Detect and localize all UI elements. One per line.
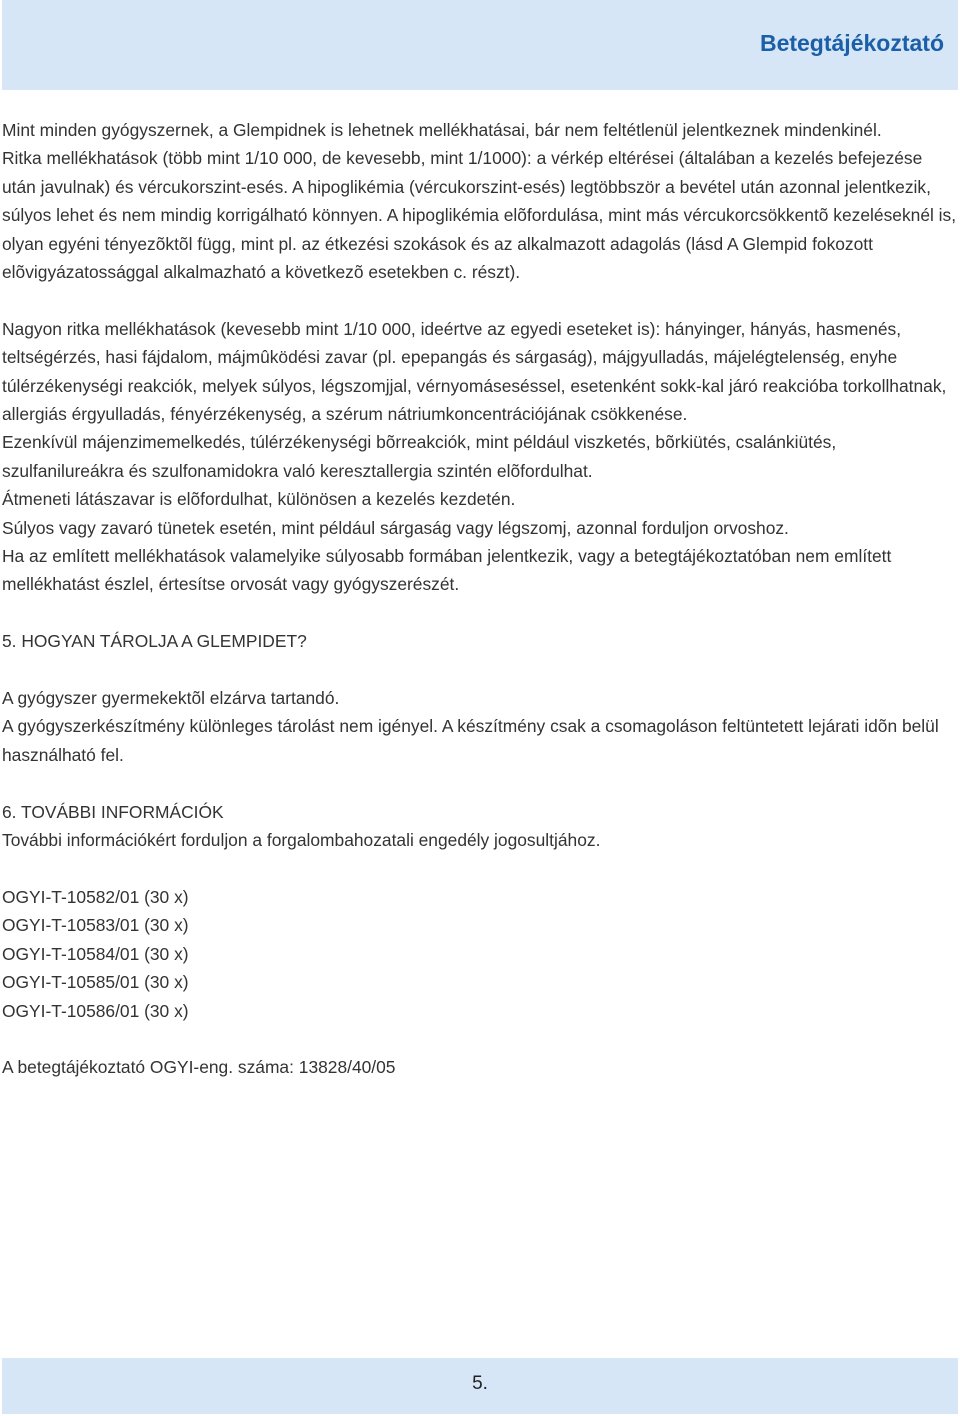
page-number: 5. [472,1373,488,1394]
paragraph-rare-side-effects: Ritka mellékhatások (több mint 1/10 000, de kevesebb, mint 1/1000): a vérkép eltérései (általában a kezelés befejezése után javulnak) és vércukorszint-esés. A hipoglikémia (vércukorszint-esés) legtöbbször a bevétel után azonnal jelentkezik, súlyos lehet és nem mindig korrigálható könnyen. A hipoglikémia elõfordulása, mint más vércukorcsökkentõ kezeléseknél is, olyan egyéni tényezõktõl függ, mint pl. az étkezési szokások és az alkalmazott adagolás (lásd A Glempid fokozott elõvigyázatossággal alkalmazható a következõ esetekben c. részt). [2,148,957,283]
paragraph-very-rare-side-effects: Nagyon ritka mellékhatások (kevesebb mint 1/10 000, ideértve az egyedi eseteket is): hányinger, hányás, hasmenés, teltségérzés, hasi fájdalom, májmûködési zavar (pl. epepangás és sárgaság), májgyulladás, májelégtelenség, enyhe túlérzékenységi reakciók, melyek súlyos, légszomjjal, vérnyomáseséssel, esetenként sokk-kal járó reakcióba torkollhatnak, allergiás érgyulladás, fényérzékenység, a szérum nátriumkoncentrációjának csökkenése. [2,318,947,425]
paragraph-seek-doctor: Súlyos vagy zavaró tünetek esetén, mint például sárgaság vagy légszomj, azonnal forduljon orvoshoz. [2,517,789,538]
registration-number: OGYI-T-10582/01 (30 x) [2,886,189,907]
registration-number: OGYI-T-10586/01 (30 x) [2,1000,189,1021]
paragraph-vision: Átmeneti látászavar is elõfordulhat, különösen a kezelés kezdetén. [2,489,516,510]
paragraph-further-info: További információkért forduljon a forgalombahozatali engedély jogosultjához. [2,830,601,851]
paragraph-notify: Ha az említett mellékhatások valamelyike súlyosabb formában jelentkezik, vagy a betegtájékoztatóban nem említett mellékhatást észlel, értesítse orvosát vagy gyógyszerészét. [2,546,892,595]
page-footer [2,1358,958,1414]
document-body [2,116,957,1082]
registration-number: OGYI-T-10584/01 (30 x) [2,943,189,964]
page-header [2,0,958,90]
registration-number: OGYI-T-10585/01 (30 x) [2,972,189,993]
paragraph-intro: Mint minden gyógyszernek, a Glempidnek is lehetnek mellékhatásai, bár nem feltétlenül jelentkeznek mindenkinél. [2,120,882,140]
registration-number: OGYI-T-10583/01 (30 x) [2,915,189,936]
paragraph-additional-effects: Ezenkívül májenzimemelkedés, túlérzékenységi bõrreakciók, mint például viszketés, bõrkiütés, csalánkiütés, szulfanilureákra és szulfonamidokra való keresztallergia szintén elõfordulhat. [2,432,837,481]
section-6-heading: 6. TOVÁBBI INFORMÁCIÓK [2,801,224,822]
approval-number: A betegtájékoztató OGYI-eng. száma: 13828/40/05 [2,1057,396,1078]
paragraph-storage-conditions: A gyógyszerkészítmény különleges tárolást nem igényel. A készítmény csak a csomagoláson feltüntetett lejárati idõn belül használható fel. [2,716,939,765]
section-5-heading: 5. HOGYAN TÁROLJA A GLEMPIDET? [2,631,307,652]
paragraph-storage-children: A gyógyszer gyermekektõl elzárva tartandó. [2,688,340,709]
header-title: Betegtájékoztató [759,30,944,56]
